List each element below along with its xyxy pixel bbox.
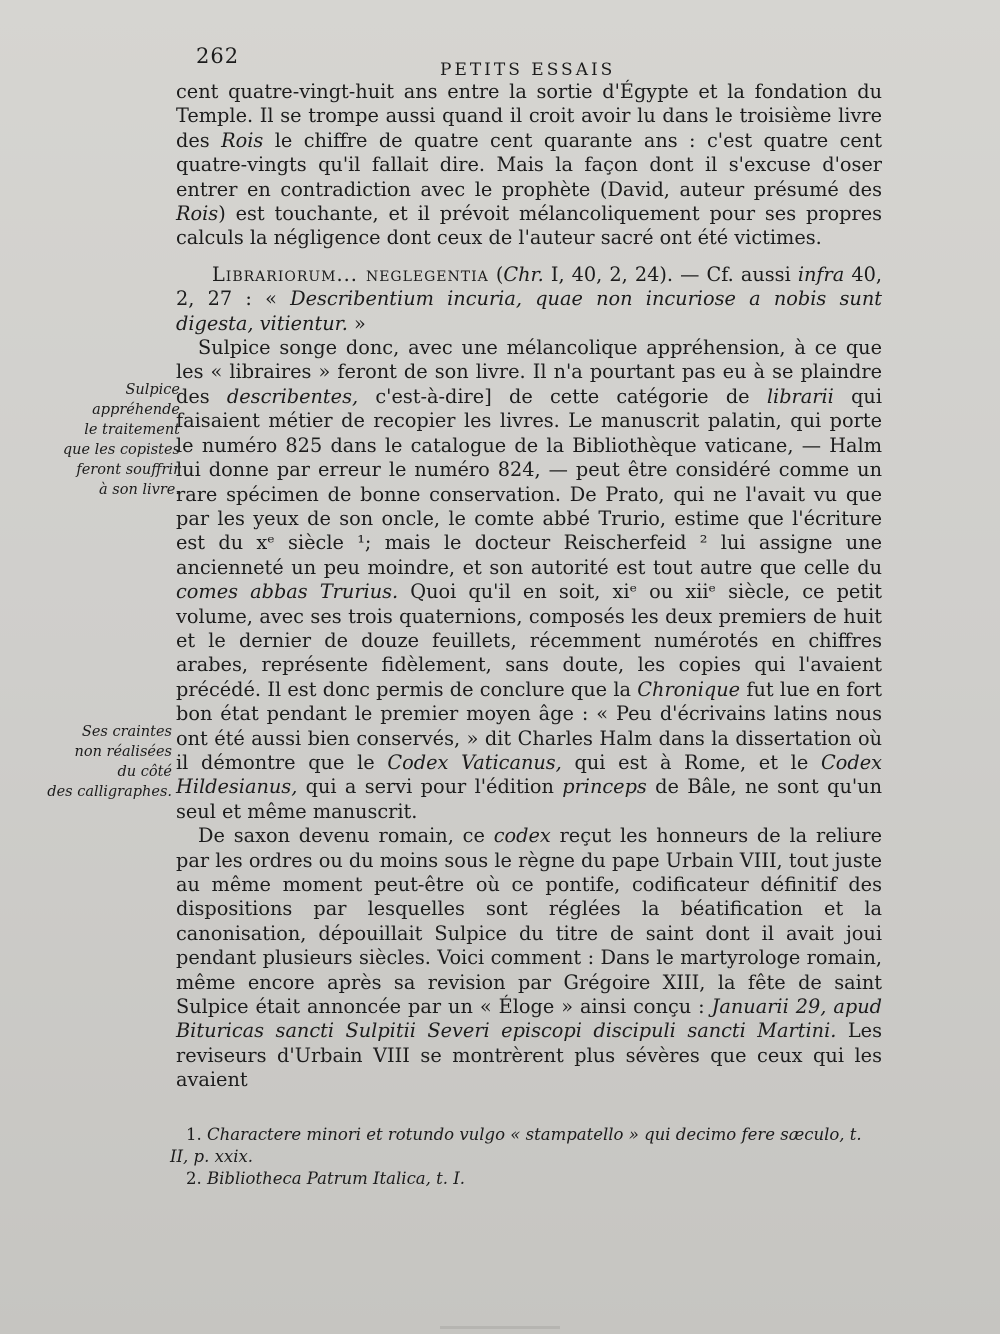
margin-note-calligraphers: Ses craintes non réalisées du côté des calligraphes. xyxy=(47,724,172,800)
paragraph-codex: De saxon devenu romain, ce codex reçut les honneurs de la reliure par les ordres ou du moins sous le règne du pape Urbain VIII, tout juste au même moment peut-être où ce pontife, codificateur définitif des dispositions par lesquelles sont réglées la béatification et la canonisation, dépouillait Sulpice du titre de saint dont il avait joui pendant plusieurs siècles. Voici comment : Dans le martyrologe romain, même encore après sa revision par Grégoire XIII, la fête de saint Sulpice était annoncée par un « Éloge » ainsi conçu : Januarii 29, apud Bituricas sancti Sulpitii Severi episcopi discipuli sancti Martini. Les reviseurs d'Urbain VIII se montrèrent plus sévères que ceux qui les avaient xyxy=(176,824,883,1092)
lemma: Librariorum... neglegentia xyxy=(212,262,489,286)
paragraph-continued: cent quatre-vingt-huit ans entre la sortie d'Égypte et la fondation du Temple. Il se trompe aussi quand il croit avoir lu dans le troisième livre des Rois le chiffre de quatre cent quarante ans : c'est quatre cent quatre-vingts qu'il fallait dire. Mais la façon dont il s'excuse d'oser entrer en contradiction avec le prophète (David, auteur présumé des Rois) est touchante, et il prévoit mélancoliquement pour ses propres calculs la négligence dont ceux de l'auteur sacré ont été victimes. xyxy=(176,80,882,250)
running-head: PETITS ESSAIS xyxy=(440,60,616,80)
body-text xyxy=(176,80,882,1093)
page-bottom-mark xyxy=(440,1326,560,1329)
lemma-note: Librariorum... neglegentia (Chr. I, 40, 2, 24). — Cf. aussi infra 40, 2, 27 : « Describentium incuria, quae non incuriose a nobis sunt digesta, vitientur. » xyxy=(176,262,882,335)
margin-note-apprehension: Sulpice appréhende le traitement que les copistes feront souffrir à son livre. xyxy=(62,382,180,498)
paragraph-manuscript: Sulpice songe donc, avec une mélancolique appréhension, à ce que les « libraires » feront de son livre. Il n'a pourtant pas eu à se plaindre des describentes, c'est-à-dire] de cette catégorie de librarii qui faisaient métier de recopier les livres. Le manuscrit palatin, qui porte le numéro 825 dans le catalogue de la Bibliothèque vaticane, — Halm lui donne par erreur le numéro 824, — peut être considéré comme un rare spécimen de bonne conservation. De Prato, qui ne l'avait vu que par les yeux de son oncle, le comte abbé Trurio, estime que l'écriture est du xᵉ siècle ¹; mais le docteur Reischerfeid ² lui assigne une ancienneté un peu moindre, et son autorité est tout autre que celle du comes abbas Trurius. Quoi qu'il en soit, xiᵉ ou xiiᵉ siècle, ce petit volume, avec ses trois quaternions, composés les deux premiers de huit et le dernier de douze feuillets, récemment numérotés en chiffres arabes, représente fidèlement, sans doute, les copies qui l'avaient précédé. Il est donc permis de conclure que la Chronique fut lue en fort bon état pendant le premier moyen âge : « Peu d'écrivains latins nous ont été aussi bien conservés, » dit Charles Halm dans la dissertation où il démontre que le Codex Vaticanus, qui est à Rome, et le Codex Hildesianus, qui a servi pour l'édition princeps de Bâle, ne sont qu'un seul et même manuscrit. xyxy=(176,336,883,823)
page-number: 262 xyxy=(196,44,240,68)
footnotes xyxy=(170,1124,870,1190)
footnote-2: 2. Bibliotheca Patrum Italica, t. I. xyxy=(186,1169,466,1188)
footnote-1: 1. Charactere minori et rotundo vulgo « stampatello » qui decimo fere sæculo, t. II, p. xxix. xyxy=(170,1125,862,1166)
